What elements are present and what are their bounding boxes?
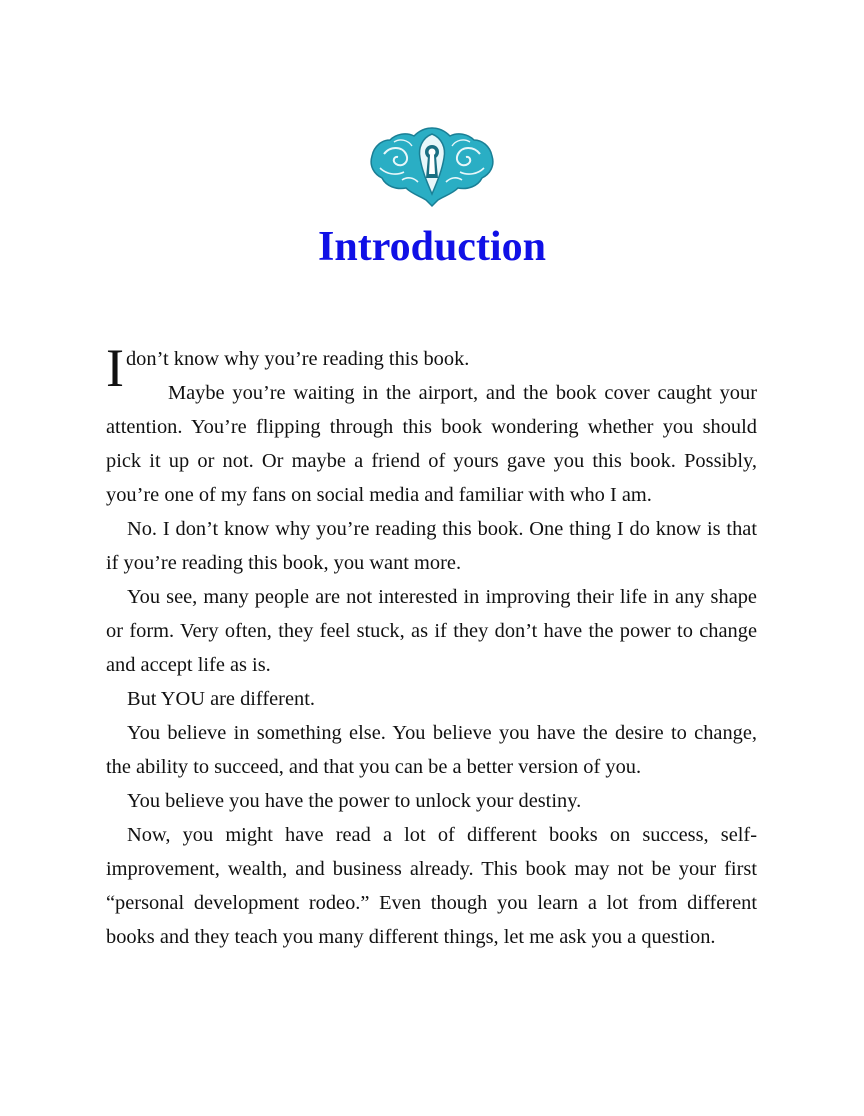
drop-cap: I [106,338,124,398]
paragraph-5: But YOU are different. [127,688,315,710]
paragraph-2: Maybe you’re waiting in the airport, and the book cover caught your attention. You’re flipping through this book wondering whether you should pick it up or not. Or maybe a friend of yours gave you this book. Possibly, you’re one of my fans on social media and familiar with who I am. [106,382,757,506]
paragraph-6: You believe in something else. You believe you have the desire to change, the ability to succeed, and that you can be a better version of you. [106,722,757,778]
keyhole-ornament-icon [366,124,498,208]
paragraph-1-text: don’t know why you’re reading this book. [125,348,470,370]
paragraph-4: You see, many people are not interested in improving their life in any shape or form. Very often, they feel stuck, as if they don’t have the power to change and accept life as is. [106,586,757,676]
paragraph-8: Now, you might have read a lot of different books on success, self-improvement, wealth, and business already. This book may not be your first “personal development rodeo.” Even though you learn a lot from different books and they teach you many different things, let me ask you a question. [106,824,757,948]
chapter-body [106,338,757,954]
chapter-title: Introduction [318,224,546,270]
paragraph-3: No. I don’t know why you’re reading this book. One thing I do know is that if you’re reading this book, you want more. [106,518,757,574]
paragraph-7: You believe you have the power to unlock your destiny. [127,790,582,812]
paragraph-1 [106,338,757,398]
